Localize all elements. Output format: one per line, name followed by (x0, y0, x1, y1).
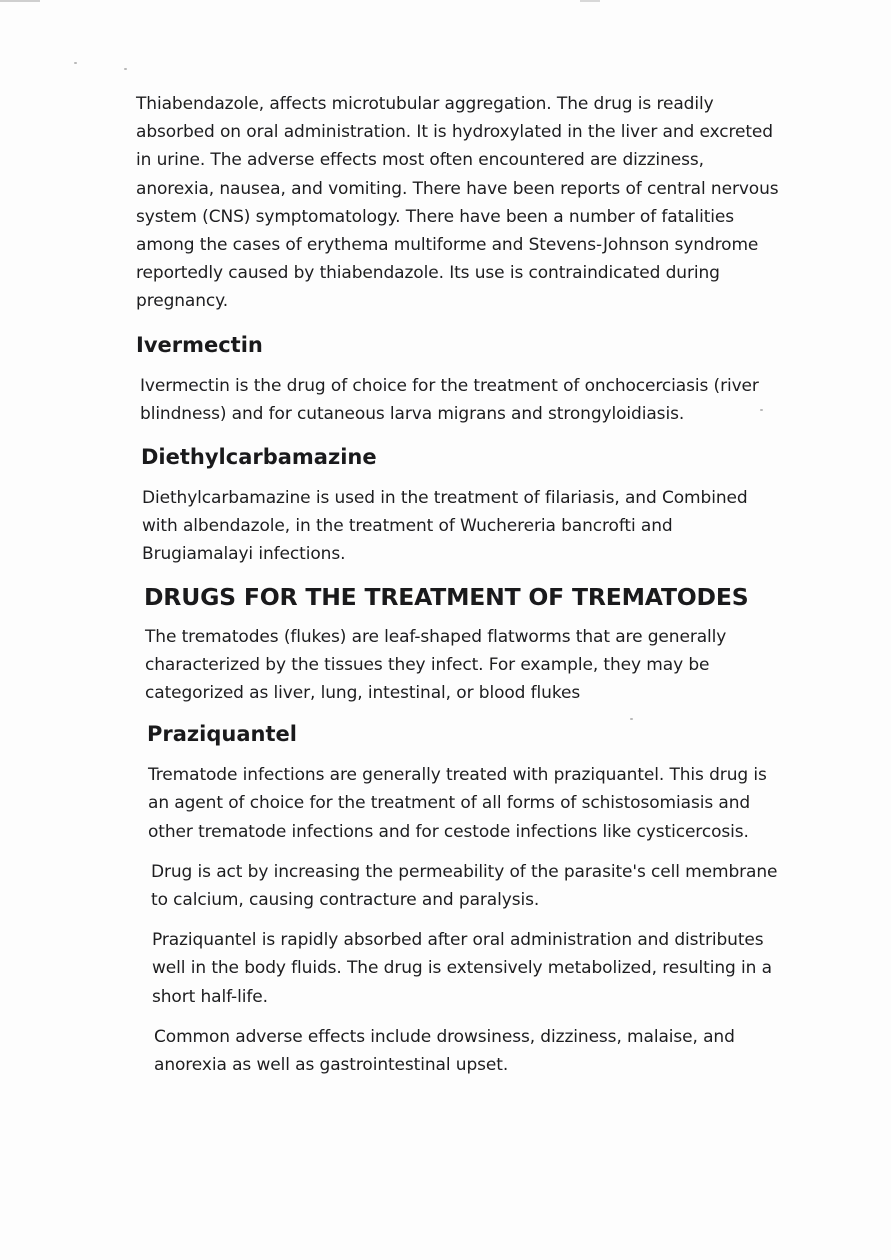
trematodes-paragraph: The trematodes (flukes) are leaf-shaped flatworms that are generally characterized by the tissues they infect. For example, they may be categorized as liver, lung, intestinal, or blood flukes (145, 626, 727, 704)
praziquantel-paragraph-indications: Trematode infections are generally treated with praziquantel. This drug is an agent of choice for the treatment of all forms of schistosomiasis and other trematode infections and for cestode infections like cysticercosis. (148, 765, 767, 842)
diethylcarbamazine-paragraph: Diethylcarbamazine is used in the treatment of filariasis, and Combined with albendazole, in the treatment of Wuchereria bancrofti and Brugiamalayi infections. (142, 488, 748, 565)
diethylcarbamazine-heading: Diethylcarbamazine (141, 445, 377, 470)
praziquantel-paragraph-mechanism: Drug is act by increasing the permeability of the parasite's cell membrane to calcium, causing contracture and paralysis. (151, 861, 778, 911)
ivermectin-paragraph: Ivermectin is the drug of choice for the treatment of onchocerciasis (river blindness) and for cutaneous larva migrans and strongyloidiasis. (140, 375, 759, 424)
praziquantel-paragraph-pharmacokinetics: Praziquantel is rapidly absorbed after oral administration and distributes well in the body fluids. The drug is extensively metabolized, resulting in a short half-life. (152, 930, 772, 1007)
scan-speck (74, 62, 77, 64)
ivermectin-heading: Ivermectin (136, 332, 263, 357)
document-body (136, 90, 786, 1079)
scan-speck (124, 68, 127, 70)
praziquantel-paragraph-adverse-effects: Common adverse effects include drowsiness, dizziness, malaise, and anorexia as well as gastrointestinal upset. (154, 1026, 735, 1076)
praziquantel-heading: Praziquantel (147, 722, 297, 747)
intro-paragraph: Thiabendazole, affects microtubular aggregation. The drug is readily absorbed on oral administration. It is hydroxylated in the liver and excreted in urine. The adverse effects most often encountered are dizziness, anorexia, nausea, and vomiting. There have been reports of central nervous system (CNS) symptomatology. There have been a number of fatalities among the cases of erythema multiforme and Stevens-Johnson syndrome reportedly caused by thiabendazole. Its use is contraindicated during pregnancy. (136, 94, 779, 312)
scan-edge (0, 0, 891, 2)
trematodes-section-heading: DRUGS FOR THE TREATMENT OF TREMATODES (144, 582, 749, 611)
